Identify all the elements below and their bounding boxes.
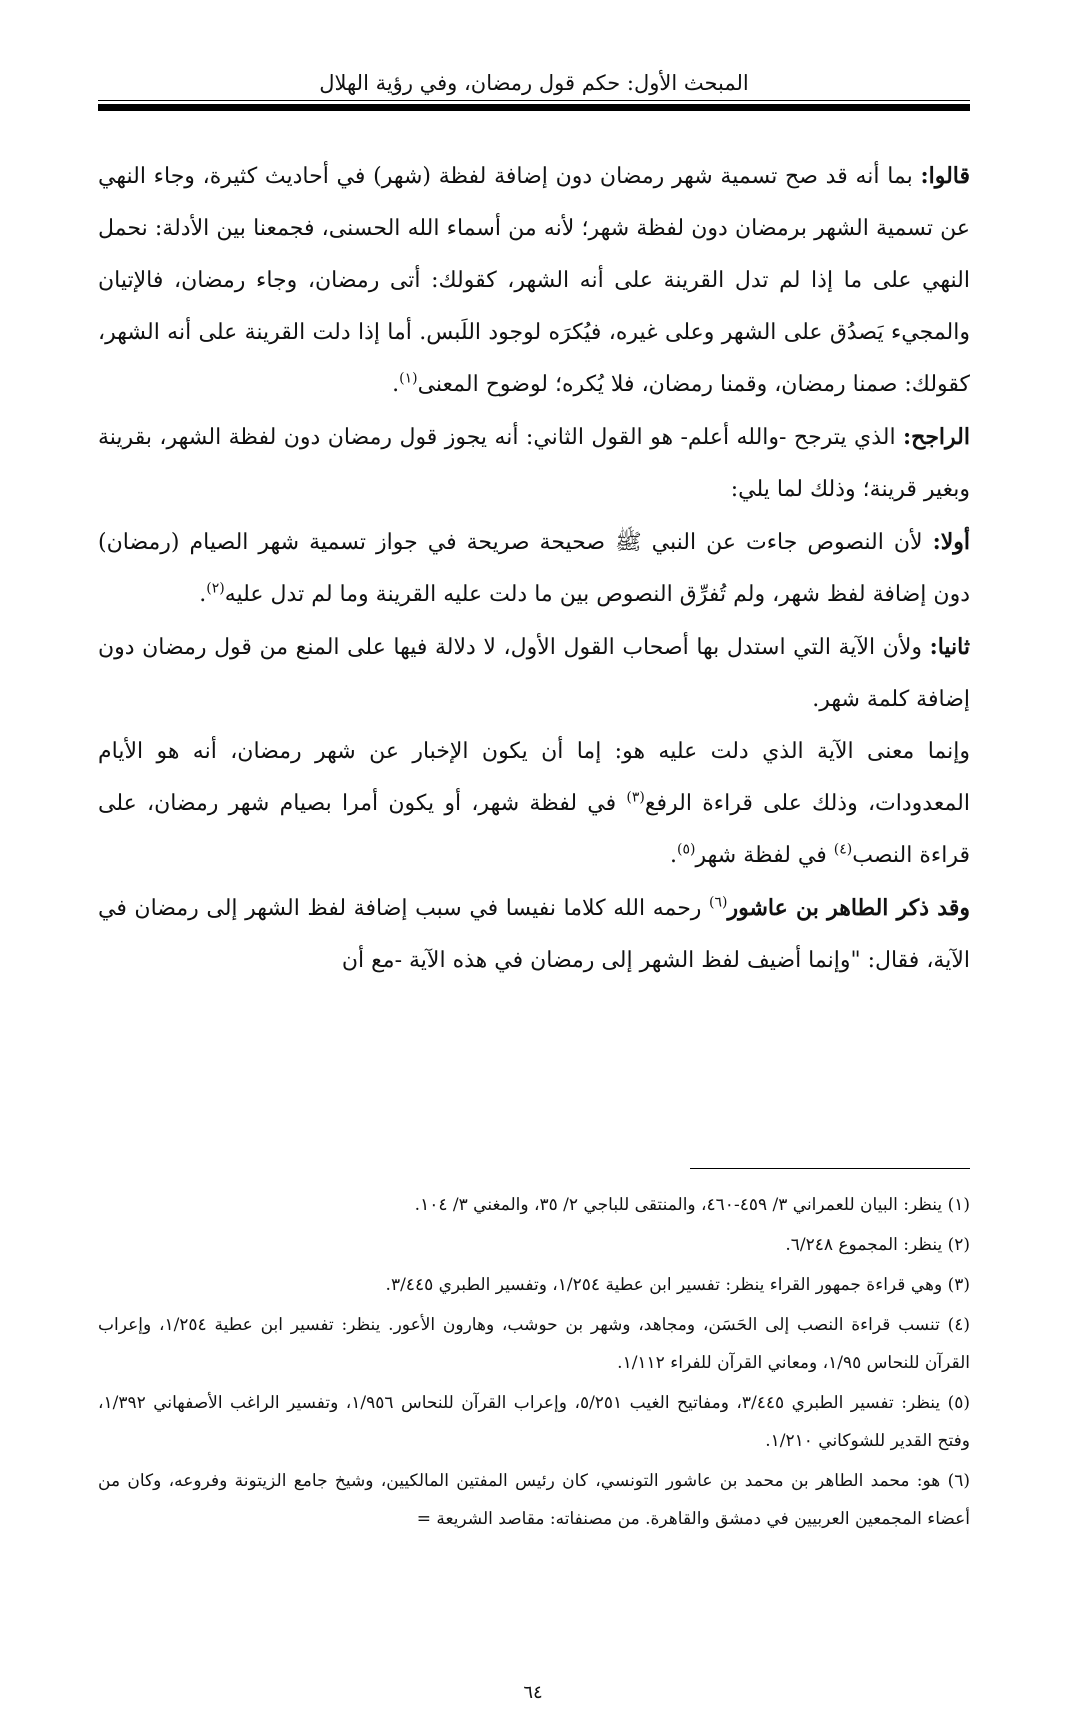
footnote-2: (٢) ينظر: المجموع ٦/٢٤٨. <box>785 1235 970 1255</box>
header-rule-thick <box>98 104 970 111</box>
paragraph-end: . <box>670 843 678 868</box>
paragraph-lead: قالوا: <box>920 163 970 189</box>
paragraph-lead: الراجح: <box>903 424 970 450</box>
footnote-ref: (٤) <box>833 841 853 858</box>
paragraph-first <box>98 516 970 621</box>
footnotes <box>98 1186 970 1540</box>
paragraph-rajih <box>98 411 970 516</box>
main-text <box>98 150 970 987</box>
paragraph-lead: ثانيا: <box>929 634 970 660</box>
footnote-6: (٦) هو: محمد الطاهر بن محمد بن عاشور التونسي، كان رئيس المفتين المالكيين، وشيخ جامع الزيتونة وفروعه، وكان من أعضاء المجمعين العربيين في دمشق والقاهرة. من مصنفاته: مقاصد الشريعة = <box>98 1471 970 1529</box>
footnote-4: (٤) تنسب قراءة النصب إلى الحَسَن، ومجاهد، وشهر بن حوشب، وهارون الأعور. ينظر: تفسير ابن عطية ١/٢٥٤، وإعراب القرآن للنحاس ١/٩٥، ومعاني القرآن للفراء ١/١١٢. <box>98 1315 970 1373</box>
paragraph-lead: أولا: <box>932 529 970 555</box>
footnote-5: (٥) ينظر: تفسير الطبري ٣/٤٤٥، ومفاتيح الغيب ٥/٢٥١، وإعراب القرآن للنحاس ١/٩٥٦، وتفسير الراغب الأصفهاني ١/٣٩٢، وفتح القدير للشوكاني ١/٢١٠. <box>98 1393 971 1451</box>
page-number: ٦٤ <box>523 1682 543 1703</box>
paragraph-text: لأن النصوص جاءت عن النبي ﷺ صحيحة صريحة في جواز تسمية شهر الصيام (رمضان) دون إضافة لفظ شهر، ولم تُفرِّق النصوص بين ما دلت عليه القرينة وما لم تدل عليه <box>98 530 970 607</box>
footnote-3: (٣) وهي قراءة جمهور القراء ينظر: تفسير ابن عطية ١/٢٥٤، وتفسير الطبري ٣/٤٤٥. <box>385 1275 970 1295</box>
paragraph-tail: . <box>392 372 400 397</box>
header-title: المبحث الأول: حكم قول رمضان، وفي رؤية الهلال <box>319 71 749 95</box>
header-rule-thin <box>98 100 970 101</box>
paragraph-tail: في لفظة شهر <box>695 843 834 868</box>
footnote-ref: (٣) <box>626 789 645 806</box>
paragraph-lead: وقد ذكر الطاهر بن عاشور <box>727 895 970 921</box>
footnote-1: (١) ينظر: البيان للعمراني ٣/ ٤٥٩-٤٦٠، والمنتقى للباجي ٢/ ٣٥، والمغني ٣/ ١٠٤. <box>414 1195 970 1215</box>
paragraph-qalu <box>98 150 970 411</box>
footnote-ref: (٦) <box>709 894 728 911</box>
paragraph-text: ولأن الآية التي استدل بها أصحاب القول الأول، لا دلالة فيها على المنع من قول رمضان دون إضافة كلمة شهر. <box>98 635 970 712</box>
paragraph-text: وإنما معنى الآية الذي دلت عليه هو: إما أن يكون الإخبار عن شهر رمضان، أنه هو الأيام المعدودات، وذلك على قراءة الرفع <box>98 739 970 816</box>
paragraph-meaning <box>98 726 970 882</box>
paragraph-text: الذي يترجح -والله أعلم- هو القول الثاني: أنه يجوز قول رمضان دون لفظة الشهر، بقرينة وبغير قرينة؛ وذلك لما يلي: <box>98 425 970 502</box>
footnote-ref: (٢) <box>206 580 225 597</box>
footnote-ref: (١) <box>399 370 418 387</box>
paragraph-ibn-ashur <box>98 882 970 987</box>
paragraph-second <box>98 621 970 726</box>
running-header <box>98 62 970 112</box>
paragraph-tail: رحمه الله كلاما نفيسا في سبب إضافة لفظ الشهر إلى رمضان في الآية، فقال: "وإنما أضيف لفظ الشهر إلى رمضان في هذه الآية -مع أن <box>98 896 970 973</box>
footnote-ref: (٥) <box>677 841 696 858</box>
paragraph-tail: . <box>199 582 207 607</box>
paragraph-text: بما أنه قد صح تسمية شهر رمضان دون إضافة لفظة (شهر) في أحاديث كثيرة، وجاء النهي عن تسمية الشهر برمضان دون لفظة شهر؛ لأنه من أسماء الله الحسنى، فجمعنا بين الأدلة: نحمل النهي على ما إذا لم تدل القرينة على أنه الشهر، كقولك: أتى رمضان، وجاء رمضان، فالإتيان والمجيء يَصدُق على الشهر وعلى غيره، فيُكرَه لوجود اللَبس. أما إذا دلت القرينة على أنه الشهر، كقولك: صمنا رمضان، وقمنا رمضان، فلا يُكره؛ لوضوح المعنى <box>98 164 970 397</box>
footnote-separator <box>690 1168 970 1169</box>
paragraph-tail: في لفظة شهر، أو يكون أمرا بصيام شهر رمضان، على قراءة النصب <box>98 791 970 868</box>
